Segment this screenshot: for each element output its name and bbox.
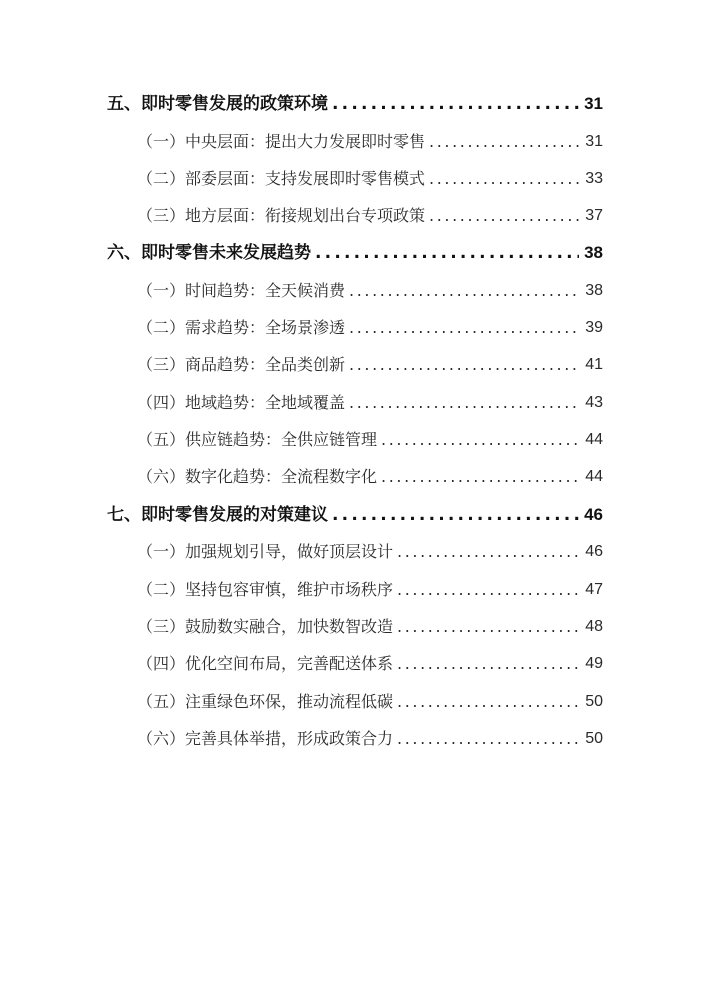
toc-entry-title: （六）完善具体举措，形成政策合力 — [137, 729, 394, 748]
toc-section-5-3[interactable] — [137, 203, 603, 229]
toc-leader-dots — [332, 91, 579, 117]
toc-entry-title: （一）中央层面：提出大力发展即时零售 — [137, 132, 426, 151]
toc-page-number: 50 — [585, 693, 603, 710]
toc-section-7-3[interactable] — [137, 614, 603, 640]
toc-leader-dots — [397, 726, 579, 752]
toc-page-number: 50 — [585, 730, 603, 747]
toc-page-number: 31 — [584, 94, 603, 113]
toc-page-number: 44 — [585, 431, 603, 448]
toc-leader-dots — [381, 427, 579, 453]
toc-section-6-3[interactable] — [137, 352, 603, 378]
toc-page-number: 49 — [585, 655, 603, 672]
toc-chapter-7[interactable] — [107, 502, 603, 528]
toc-page-number: 31 — [585, 133, 603, 150]
toc-entry-title: （二）需求趋势：全场景渗透 — [137, 318, 346, 337]
toc-entry-title: （三）地方层面：衔接规划出台专项政策 — [137, 206, 426, 225]
toc-entry-title: （三）商品趋势：全品类创新 — [137, 355, 346, 374]
toc-leader-dots — [332, 502, 579, 528]
toc-page-number: 37 — [585, 207, 603, 224]
toc-entry-title: （四）地域趋势：全地域覆盖 — [137, 393, 346, 412]
toc-leader-dots — [349, 315, 579, 341]
toc-entry-title: 五、即时零售发展的政策环境 — [107, 94, 328, 114]
toc-entry-title: （二）部委层面：支持发展即时零售模式 — [137, 169, 426, 188]
toc-entry-title: （四）优化空间布局，完善配送体系 — [137, 654, 394, 673]
toc-section-6-6[interactable] — [137, 464, 603, 490]
toc-section-7-4[interactable] — [137, 651, 603, 677]
toc-section-7-5[interactable] — [137, 689, 603, 715]
toc-entry-title: （五）供应链趋势：全供应链管理 — [137, 430, 378, 449]
toc-section-7-6[interactable] — [137, 726, 603, 752]
toc-page-number: 47 — [585, 581, 603, 598]
toc-leader-dots — [429, 129, 579, 155]
toc-section-6-5[interactable] — [137, 427, 603, 453]
toc-section-5-2[interactable] — [137, 166, 603, 192]
toc-entry-title: （六）数字化趋势：全流程数字化 — [137, 467, 378, 486]
toc-page-number: 44 — [585, 468, 603, 485]
toc-leader-dots — [349, 278, 579, 304]
toc-leader-dots — [315, 240, 579, 266]
toc-page-number: 46 — [585, 543, 603, 560]
toc-entry-title: （一）加强规划引导，做好顶层设计 — [137, 542, 394, 561]
toc-page-number: 48 — [585, 618, 603, 635]
toc-section-5-1[interactable] — [137, 129, 603, 155]
toc-section-7-2[interactable] — [137, 577, 603, 603]
toc-page-number: 39 — [585, 319, 603, 336]
toc-entry-title: 七、即时零售发展的对策建议 — [107, 505, 328, 525]
toc-leader-dots — [429, 166, 579, 192]
toc-page-number: 43 — [585, 394, 603, 411]
toc-section-7-1[interactable] — [137, 539, 603, 565]
toc-leader-dots — [397, 651, 579, 677]
toc-leader-dots — [349, 390, 579, 416]
toc-entry-title: 六、即时零售未来发展趋势 — [107, 243, 311, 263]
toc-section-6-2[interactable] — [137, 315, 603, 341]
toc-leader-dots — [349, 352, 579, 378]
toc-page-number: 38 — [585, 282, 603, 299]
toc-leader-dots — [397, 539, 579, 565]
toc-leader-dots — [397, 577, 579, 603]
toc-leader-dots — [397, 689, 579, 715]
toc-entry-title: （三）鼓励数实融合，加快数智改造 — [137, 617, 394, 636]
toc-chapter-5[interactable] — [107, 91, 603, 117]
toc-entry-title: （五）注重绿色环保，推动流程低碳 — [137, 692, 394, 711]
toc-page-number: 46 — [584, 505, 603, 524]
toc-entry-title: （一）时间趋势：全天候消费 — [137, 281, 346, 300]
toc-page-number: 41 — [585, 356, 603, 373]
toc-section-6-4[interactable] — [137, 390, 603, 416]
toc-section-6-1[interactable] — [137, 278, 603, 304]
toc-page-number: 33 — [585, 170, 603, 187]
toc-chapter-6[interactable] — [107, 240, 603, 266]
toc-page-number: 38 — [584, 243, 603, 262]
toc-leader-dots — [429, 203, 579, 229]
toc-entry-title: （二）坚持包容审慎，维护市场秩序 — [137, 580, 394, 599]
toc-leader-dots — [381, 464, 579, 490]
toc-leader-dots — [397, 614, 579, 640]
